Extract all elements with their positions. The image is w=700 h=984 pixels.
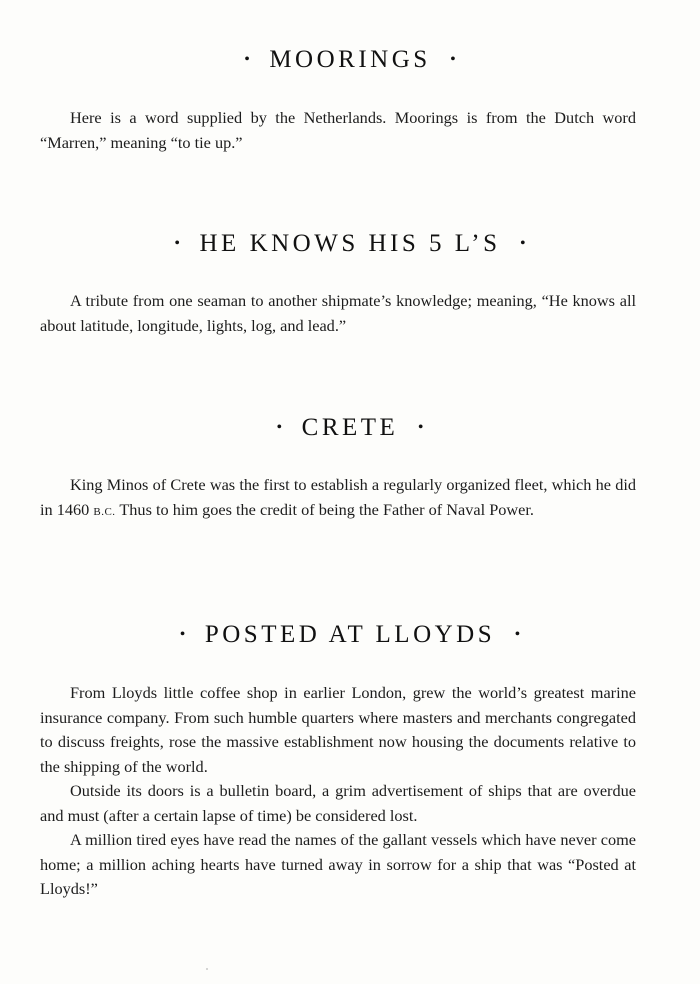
- section-body-moorings: [40, 106, 636, 155]
- heading-text: HE KNOWS HIS 5 L’S: [199, 230, 501, 257]
- bullet-left: •: [174, 235, 180, 252]
- section-heading-moorings: [0, 45, 700, 75]
- heading-text: CRETE: [301, 414, 399, 441]
- section-heading-lloyds: [0, 620, 700, 650]
- bullet-left: •: [179, 626, 186, 643]
- bullet-right: •: [514, 626, 521, 643]
- heading-text: MOORINGS: [269, 46, 431, 73]
- bullet-left: •: [276, 419, 283, 436]
- section-body-lloyds: [40, 681, 636, 902]
- section-body-crete: [40, 473, 636, 524]
- bullet-right: •: [519, 235, 526, 252]
- paragraph-text-after: Thus to him goes the credit of being the Father of Naval Power.: [115, 499, 534, 519]
- paper-speck: [206, 968, 208, 970]
- section-heading-crete: [0, 413, 700, 443]
- bullet-right: •: [417, 419, 424, 436]
- paragraph: A tribute from one seaman to another shipmate’s knowledge; meaning, “He knows all about latitude, longitude, lights, log, and lead.”: [40, 291, 636, 335]
- paragraph: [40, 473, 636, 524]
- paragraph: Here is a word supplied by the Netherlands. Moorings is from the Dutch word “Marren,” meaning “to tie up.”: [40, 108, 636, 152]
- paragraph: A million tired eyes have read the names of the gallant vessels which have never come home; a million aching hearts have turned away in sorrow for a ship that was “Posted at Lloyds!”: [40, 830, 636, 898]
- section-body-five-ls: [40, 289, 636, 338]
- paragraph: From Lloyds little coffee shop in earlier London, grew the world’s greatest marine insurance company. From such humble quarters where masters and merchants congregated to discuss freights, rose the massive establishment now housing the documents relative to the shipping of the world.: [40, 683, 636, 776]
- heading-text: POSTED AT LLOYDS: [204, 621, 496, 648]
- bullet-left: •: [244, 51, 250, 68]
- era-abbreviation: B.C.: [93, 505, 116, 518]
- section-heading-five-ls: [0, 229, 700, 259]
- paragraph: Outside its doors is a bulletin board, a grim advertisement of ships that are overdue and must (after a certain lapse of time) be considered lost.: [40, 781, 636, 825]
- paragraph-text-before: King Minos of Crete was the first to establish a regularly organized fleet, which he did in 1460: [40, 475, 636, 519]
- bullet-right: •: [450, 51, 456, 68]
